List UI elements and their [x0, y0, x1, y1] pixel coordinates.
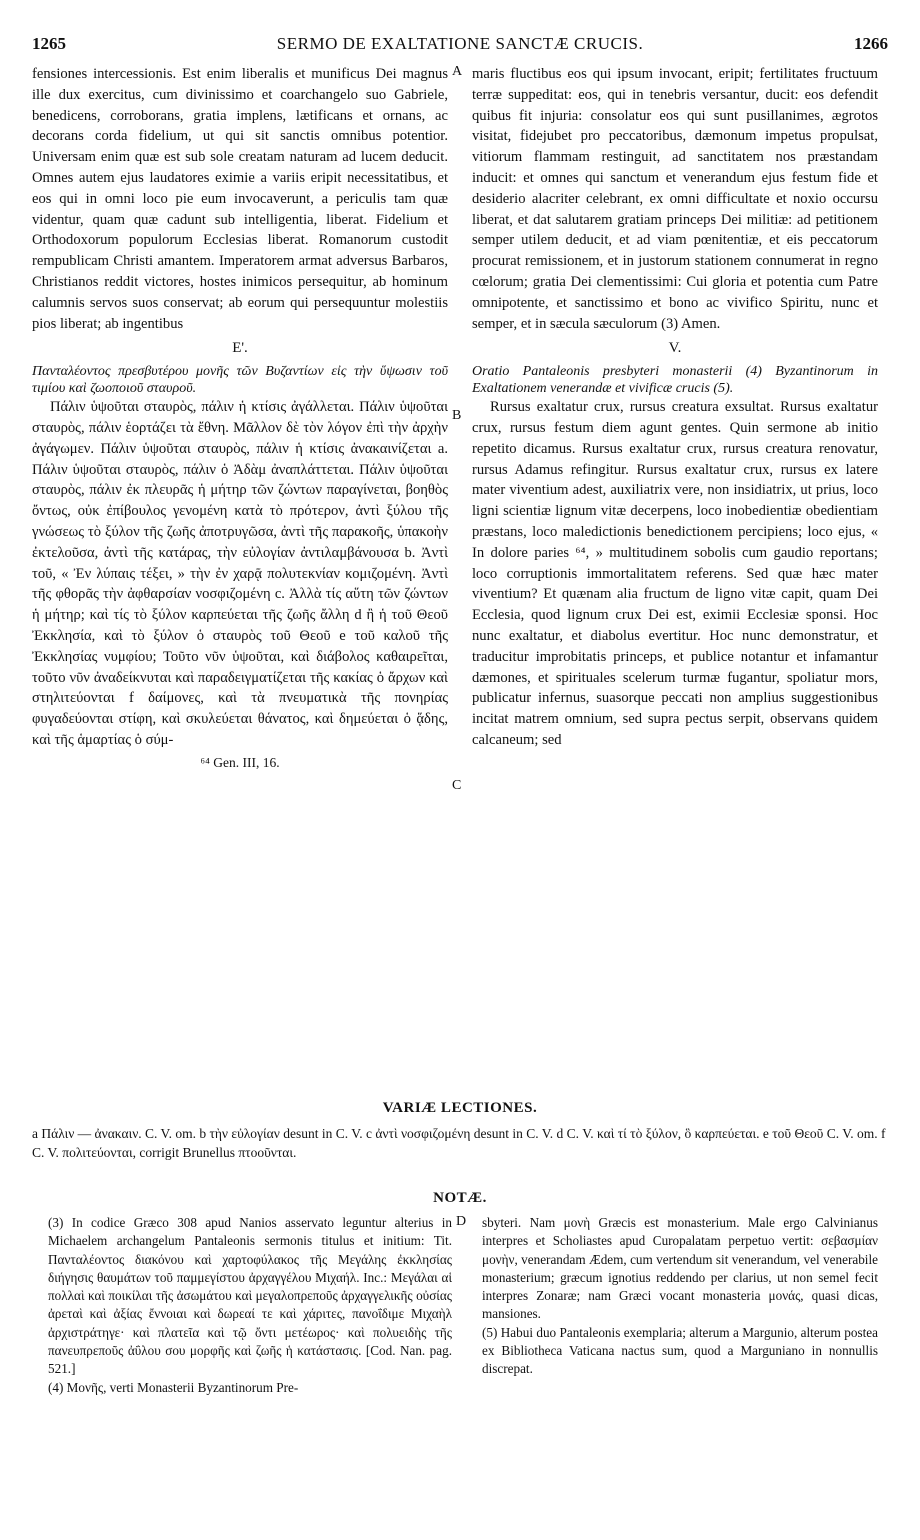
- notes-right-column: [482, 1214, 878, 1379]
- scripture-footnote: ⁶⁴ Gen. III, 16.: [200, 754, 280, 770]
- page-number-left: 1265: [32, 34, 66, 53]
- note-4-continued: sbyteri. Nam μονὴ Græcis est monasterium. Male ergo Calvinianus interpres et Scholiastes apud Curopalatam perpetuo vertit: σεβασμίαν μονὴν, venerandam Ædem, cum vertendum sit venerandum, vel venerabile monasterium; græcum ignotius reddendo per clarius, ut non semel fecit interpres Zonaræ; nam Græci vocant monasteria μονάς, quasi dicas, mansiones.: [482, 1215, 878, 1322]
- margin-letter-d: D: [456, 1214, 467, 1229]
- latin-section-heading: Oratio Pantaleonis presbyteri monasterii (4) Byzantinorum in Exaltationem venerandæ et vivificæ crucis (5).: [472, 364, 878, 397]
- running-title: SERMO DE EXALTATIONE SANCTÆ CRUCIS.: [276, 34, 644, 53]
- section-number-latin: V.: [668, 340, 682, 357]
- margin-letter-a: A: [452, 64, 463, 79]
- variant-readings: a Πάλιν — ἀνακαιν. C. V. om. b τὴν εὐλογίαν desunt in C. V. c ἀντὶ νοσφιζομένη desunt in C. V. d C. V. καὶ τί τὸ ξύλον, ὃ καρπεύεται. e τοῦ Θεοῦ C. V. om. f C. V. πολιτεύονται, corrigit Brunellus πτοοῦνται.: [32, 1126, 886, 1160]
- notae-title: NOTÆ.: [433, 1190, 487, 1206]
- latin-translation-paragraph: Rursus exaltatur crux, rursus creatura exsultat. Rursus exaltatur crux, rursus festum diem agunt gentes. Quin sermone ab initio repetito dicamus. Rursus exaltatur crux, rursus creatura renovatur, rursus Adamus refingitur. Rursus exaltatur crux, rursus ex latere mater viventium adest, auxiliatrix vere, non insidiatrix, ut prius, loco ligni scientiæ lignum vitæ decerpens, loco inobedientiæ obedientiam præstans, loco maledictionis benedictionem percipiens; loco ejus, « In dolore paries ⁶⁴, » multitudinem sobolis cum gaudio reportans; loco corruptionis immortalitatem referens. Sed quæ hæc mater viventium? Et quænam alia fructum de ligno vitæ capit, quam Dei Ecclesia, quod lignum crux Dei est, eximii Ecclesiæ sponsi. Hoc nunc exaltatur, et diabolus evertitur. Hoc nunc demonstratur, et traducitur improbitatis princeps, et publice notantur et infamantur dæmones, et spirituales scelerum turmæ fugantur, spoliatur mors, publicatur infernus, suasorque peccati non amplius suggestionibus incitat matrem omnium, sed supra pectus serpit, observans quidem calcaneum; sed: [472, 399, 878, 748]
- latin-paragraph: fensiones intercessionis. Est enim liberalis et munificus Dei magnus ille dux exercitus, cum divinissimo et coarchangelo suo Gabriele, benedicens, corroborans, gratia implens, lætificans et ornans, ac decorans corda fidelium, ut qui sit sanctis omnibus potentior. Universam enim quæ est sub sole creatam naturam ad lucem deducit. Omnes autem ejus laudatores eximie a variis eripit necessitatibus, et eos qui in omni loco pie eum invocaverunt, a periculis tam quæ videntur, quam quæ cadunt sub intelligentia, liberat. Fidelium et Orthodoxorum populorum Ecclesias liberat. Romanorum custodit rempublicam Christi amantem. Imperatorem armat adversus Barbaros, Christianos reddit victores, hostes inimicos persequitur, ab hominum calumnis servos suos conservat; ab eorum qui persequuntur molestiis pios liberat; ab ingentibus: [32, 66, 448, 332]
- margin-letter-c: C: [452, 778, 462, 793]
- margin-letter-b: B: [452, 408, 462, 423]
- note-3: (3) In codice Græco 308 apud Nanios asservato leguntur alterius in Michaelem archangelum Pantaleonis sermonis titulus et initium: Tit. Πανταλέοντος διακόνου καὶ χαρτοφύλακος τῆς Μεγάλης ἐκκλησίας διήγησις θαυμάτων τοῦ παμμεγίστου ἀρχαγγέλου Μιχαήλ. Inc.: Μεγάλαι αἱ πολλαὶ καὶ ποικίλαι τῆς ἀσωμάτου καὶ μεγαλοπρεποῦς ἀρχαγγελικῆς οὐσίας ἀρεταὶ καὶ ἀξίας ἔννοιαι καὶ δωρεαί τε καὶ χάριτες, πανοΐδιμε Μιχαὴλ ἀρχιστράτηγε· καὶ πλατεῖα καὶ τῷ ὄντι μετέωρος· καὶ πολυειδὴς τῆς πανευπρεποῦς ἀΰλου σου μορφῆς καὶ ζωῆς ἡ κατάστασις. [Cod. Nan. pag. 521.]: [48, 1215, 452, 1377]
- right-column: [472, 64, 878, 751]
- section-number-greek: Ε'.: [232, 340, 248, 357]
- greek-paragraph: Πάλιν ὑψοῦται σταυρὸς, πάλιν ἡ κτίσις ἀγάλλεται. Πάλιν ὑψοῦται σταυρὸς, πάλιν ἑορτάζει τὰ ἔθνη. Μᾶλλον δὲ τὸν λόγον ἐπὶ τὴν ἀρχὴν ἀγάγωμεν. Πάλιν ὑψοῦται σταυρὸς, πάλιν ἡ κτίσις ἀνακαινίζεται a. Πάλιν ὑψοῦται σταυρὸς, πάλιν ὁ Ἀδὰμ ἀναπλάττεται. Πάλιν ὑψοῦται σταυρὸς, πάλιν ἐκ πλευρᾶς ἡ μήτηρ τῶν ζώντων παραγίνεται, βοηθὸς ὄντως, οὐκ ἐπίβουλος γενομένη κατὰ τὸ πρότερον, ἀντὶ ξύλου τῆς γνώσεως τὸ ξύλον τῆς ζωῆς ἀποτρυγῶσα, ἀντὶ τῆς παρακοῆς, ὑπακοὴν ἐκτελοῦσα, ἀντὶ τῆς κατάρας, τὴν εὐλογίαν ἀντιλαμβάνουσα b. Ἀντὶ τοῦ, « Ἐν λύπαις τέξει, » τὴν ἐν χαρᾷ πολυτεκνίαν κομιζομένη. Ἀντὶ τῆς φθορᾶς τὴν ἀφθαρσίαν νοσφιζομένη c. Ἀλλὰ τίς αὕτη τῶν ζώντων ἡ μήτηρ; καὶ τίς τὸ ξύλον καρπεύεται τῆς ζωῆς ἄλλη d ἢ ἡ τοῦ Θεοῦ Ἐκκλησία, καὶ τὸ ξύλον ὁ σταυρὸς τοῦ Θεοῦ e τοῦ καλοῦ τῆς Ἐκκλησίας νυμφίου; Τοῦτο νῦν ὑψοῦται, καὶ διάβολος καθαιρεῖται, τοῦτο νῦν ἀναδείκνυται καὶ παραδειγματίζεται τῆς κακίας ὁ ἄρχων καὶ στηλιτεύονται f δαίμονες, καὶ τὰ πνευματικὰ τῆς πονηρίας φυγαδεύονται στίφη, καὶ σκυλεύεται θάνατος, καὶ δημεύεται ὁ ᾅδης, καὶ τῆς ἁμαρτίας ὁ σύμ-: [32, 399, 448, 748]
- running-header: [32, 34, 888, 60]
- notes-left-column: [48, 1214, 452, 1397]
- variae-lectiones-title: VARIÆ LECTIONES.: [382, 1100, 538, 1116]
- latin-paragraph-continued: maris fluctibus eos qui ipsum invocant, eripit; fertilitates fructuum terræ suppeditat: eos, qui in tenebris versantur, ducit: eos defendit quibus fit injuria: consolatur eos qui sunt pusillanimes, ægrotos visitat, fidejubet pro peccatoribus, dæmonum impetus propulsat, vitiorum flammam restinguit, ad sanctitatem nos præstandam inducit: et omnes qui sanctum et venerandum ejus festum fide et desiderio alacriter celebrant, ex omni difficultate et noxio occursu liberat, et dat salutarem gratiam princeps Dei militiæ: ad petitionem semper utilem deducit, et ad viam pœnitentiæ, et eis peccatorum procurat remissionem, et in justorum stationem connumerat in regno cœlorum; gratia Dei clementissimi: Cui gloria et potentia cum Patre omnipotente, et sanctissimo et bono ac vivifico Spiritu, nunc et semper, et in sæcula sæculorum (3) Amen.: [472, 66, 878, 332]
- note-5: (5) Habui duo Pantaleonis exemplaria; alterum a Margunio, alterum postea ex Bibliotheca Vaticana nactus sum, quod a Marguniano in nonnullis discrepat.: [482, 1324, 878, 1377]
- greek-section-heading: Πανταλέοντος πρεσβυτέρου μονῆς τῶν Βυζαντίων εἰς τὴν ὕψωσιν τοῦ τιμίου καὶ ζωοποιοῦ σταυροῦ.: [32, 364, 448, 397]
- note-4: (4) Μονῆς, verti Monasterii Byzantinorum Pre-: [48, 1379, 299, 1395]
- left-column: [32, 64, 448, 774]
- variae-lectiones-text: [32, 1124, 888, 1162]
- page-number-right: 1266: [854, 34, 888, 53]
